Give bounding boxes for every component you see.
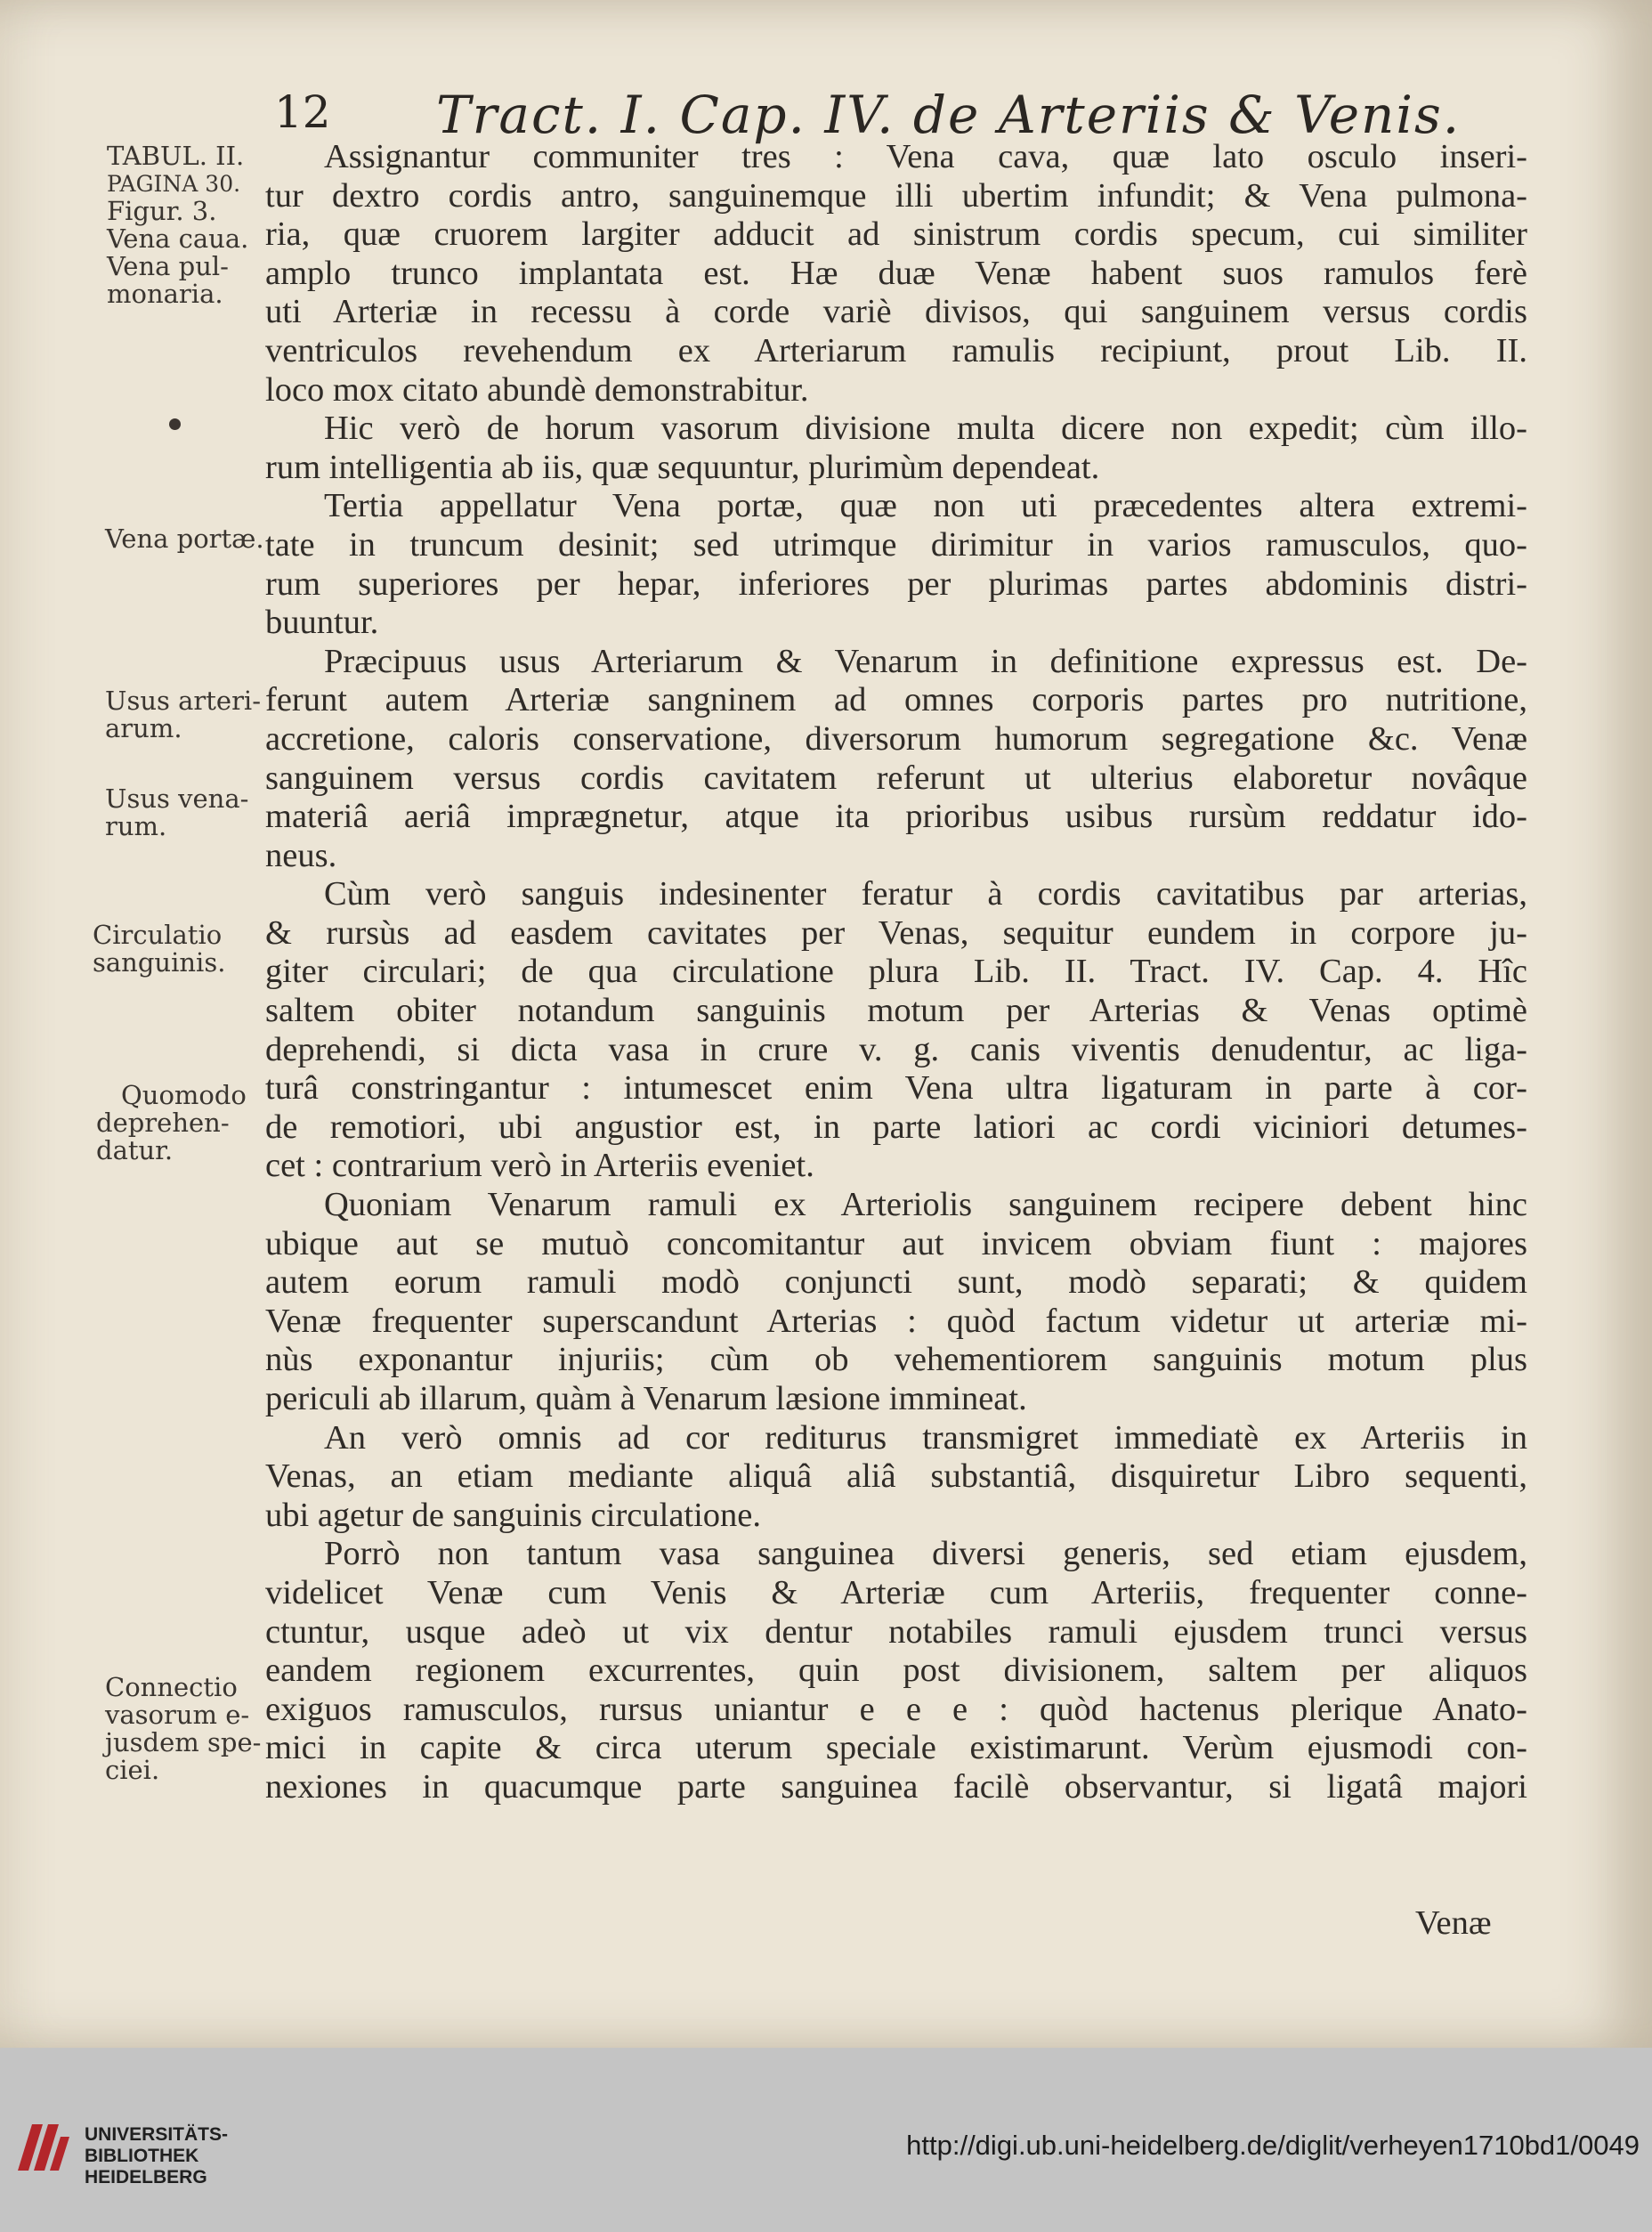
- text-line: Porrò non tantum vasa sanguinea diversi generis, sed etiam ejusdem,: [324, 1535, 1527, 1573]
- text-line: turâ constringantur : intumescet enim Vena ultra ligaturam in parte à cor-: [265, 1069, 1527, 1108]
- marginal-line: Usus vena-: [105, 783, 249, 814]
- text-line: amplo trunco implantata est. Hæ duæ Venæ habent suos ramulos ferè: [265, 254, 1527, 292]
- text-line: & rursùs ad easdem cavitates per Venas, sequitur eundem in corpore ju-: [265, 913, 1527, 952]
- marginal-line: Vena caua.: [107, 223, 249, 254]
- text-line: deprehendi, si dicta vasa in crure v. g. canis viventis denudentur, ac liga-: [265, 1030, 1527, 1068]
- text-line: accretione, caloris conservatione, diversorum humorum segregatione &c. Venæ: [265, 719, 1527, 758]
- text-line: nexiones in quacumque parte sanguinea facilè observantur, si ligatâ majori: [265, 1767, 1527, 1806]
- marginal-note-vena-portae: [105, 525, 283, 553]
- text-line: buuntur.: [265, 604, 379, 642]
- text-line: Assignantur communiter tres : Vena cava, quæ lato osculo inseri-: [324, 138, 1527, 175]
- text-line: An verò omnis ad cor rediturus transmigret immediatè ex Arteriis in: [324, 1418, 1527, 1457]
- text-line: eandem regionem excurrentes, quin post divisionem, saltem per aliquos: [265, 1652, 1527, 1690]
- marginal-line: PAGINA 30.: [107, 171, 241, 197]
- marginal-line: Vena portæ.: [105, 524, 264, 554]
- text-line: exiguos ramusculos, rursus uniantur e e e : quòd hactenus plerique Anato-: [265, 1690, 1527, 1728]
- marginal-line: monaria.: [107, 279, 223, 309]
- text-line: Cùm verò sanguis indesinenter feratur à cordis cavitatibus par arterias,: [324, 875, 1527, 913]
- library-name-line: HEIDELBERG: [85, 2167, 207, 2187]
- text-line: ventriculos revehendum ex Arteriarum ramulis recipiunt, prout Lib. II.: [265, 331, 1527, 369]
- marginal-line: Quomodo: [121, 1080, 247, 1110]
- text-line: tur dextro cordis antro, sanguinemque illi ubertim infundit; & Vena pulmona-: [265, 176, 1527, 215]
- text-line: sanguinem versus cordis cavitatem referunt ut ulterius elaboretur novâque: [265, 759, 1527, 797]
- marginal-note-quomodo: [96, 1082, 274, 1165]
- marginal-line: ciei.: [105, 1755, 160, 1785]
- marginal-line: Figur. 3.: [107, 196, 217, 226]
- marginal-line: Vena pul-: [107, 251, 229, 281]
- catchword: Venæ: [1415, 1904, 1492, 1942]
- library-name-line: BIBLIOTHEK: [85, 2146, 199, 2166]
- library-name: [85, 2124, 228, 2188]
- text-line: Præcipuus usus Arteriarum & Venarum in definitione expressus est. De-: [324, 642, 1527, 680]
- text-line: loco mox citato abundè demonstrabitur.: [265, 370, 809, 409]
- library-name-line: UNIVERSITÄTS-: [85, 2124, 229, 2145]
- marginal-line: Usus arteri-: [105, 686, 262, 716]
- marginal-line: rum.: [105, 811, 167, 841]
- text-line: nùs exponantur injuriis; cùm ob vehementiorem sanguinis motum plus: [265, 1341, 1527, 1379]
- text-line: Venæ frequenter superscandunt Arterias : quòd factum videtur ut arteriæ mi-: [265, 1302, 1527, 1340]
- marginal-note-tabul: [107, 142, 285, 308]
- text-line: rum superiores per hepar, inferiores per plurimas partes abdominis distri-: [265, 564, 1527, 603]
- text-line: ctuntur, usque adeò ut vix dentur notabiles ramuli ejusdem trunci versus: [265, 1612, 1527, 1651]
- text-line: saltem obiter notandum sanguinis motum per Arterias & Venas optimè: [265, 992, 1527, 1030]
- marginal-line: TABUL. II.: [107, 141, 245, 171]
- text-line: materiâ aeriâ imprægnetur, atque ita prioribus usibus rursùm reddatur ido-: [265, 798, 1527, 836]
- text-line: Quoniam Venarum ramuli ex Arteriolis sanguinem recipere debent hinc: [324, 1186, 1527, 1224]
- ink-dot-mark: [169, 418, 181, 430]
- marginal-line: Circulatio: [93, 920, 223, 950]
- text-line: de remotiori, ubi angustior est, in parte latiori ac cordi viciniori detumes-: [265, 1108, 1527, 1146]
- text-line: giter circulari; de qua circulatione plura Lib. II. Tract. IV. Cap. 4. Hîc: [265, 953, 1527, 991]
- marginal-line: arum.: [105, 713, 182, 743]
- marginal-line: vasorum e-: [105, 1700, 250, 1730]
- text-line: periculi ab illarum, quàm à Venarum læsione immineat.: [265, 1380, 1027, 1417]
- text-line: neus.: [265, 836, 337, 874]
- marginal-line: deprehen-: [96, 1108, 230, 1138]
- text-line: tate in truncum desinit; sed utrimque dirimitur in varios ramusculos, quo-: [265, 525, 1527, 564]
- page-number: 12: [274, 86, 331, 138]
- text-line: uti Arteriæ in recessu à corde variè divisos, qui sanguinem versus cordis: [265, 293, 1527, 331]
- library-logo-icon: [16, 2119, 71, 2172]
- marginal-note-circulatio: [93, 921, 271, 977]
- marginal-note-usus-venarum: [105, 785, 283, 840]
- text-line: ubi agetur de sanguinis circulatione.: [265, 1496, 762, 1534]
- running-title: Tract. I. Cap. IV. de Arteriis & Venis.: [436, 85, 1462, 145]
- text-line: videlicet Venæ cum Venis & Arteriæ cum Arteriis, frequenter conne-: [265, 1573, 1527, 1611]
- marginal-note-connectio: [105, 1674, 283, 1784]
- marginal-line: jusdem spe-: [105, 1727, 262, 1757]
- text-line: mici in capite & circa uterum speciale existimarunt. Verùm ejusmodi con-: [265, 1729, 1527, 1767]
- text-line: rum intelligentia ab iis, quæ sequuntur, plurimùm dependeat.: [265, 448, 1100, 486]
- marginal-line: Connectio: [105, 1672, 238, 1702]
- text-line: ferunt autem Arteriæ sangninem ad omnes corporis partes pro nutritione,: [265, 681, 1527, 719]
- permalink-url[interactable]: http://digi.ub.uni-heidelberg.de/diglit/verheyen1710bd1/0049: [906, 2130, 1640, 2161]
- text-line: Venas, an etiam mediante aliquâ aliâ substantiâ, disquiretur Libro sequenti,: [265, 1457, 1527, 1496]
- text-line: ubique aut se mutuò concomitantur aut invicem obviam fiunt : majores: [265, 1224, 1527, 1262]
- library-footer: [0, 2048, 1652, 2232]
- text-line: ria, quæ cruorem largiter adducit ad sinistrum cordis specum, cui similiter: [265, 215, 1527, 254]
- body-text: [265, 138, 1527, 1807]
- text-line: cet : contrarium verò in Arteriis eveniet.: [265, 1147, 814, 1185]
- text-line: Hic verò de horum vasorum divisione multa dicere non expedit; cùm illo-: [324, 410, 1527, 448]
- text-line: autem eorum ramuli modò conjuncti sunt, modò separati; & quidem: [265, 1263, 1527, 1302]
- marginal-line: datur.: [96, 1135, 174, 1165]
- text-line: Tertia appellatur Vena portæ, quæ non uti præcedentes altera extremi-: [324, 487, 1527, 525]
- marginal-note-usus-arteriarum: [105, 687, 283, 743]
- marginal-line: sanguinis.: [93, 947, 226, 978]
